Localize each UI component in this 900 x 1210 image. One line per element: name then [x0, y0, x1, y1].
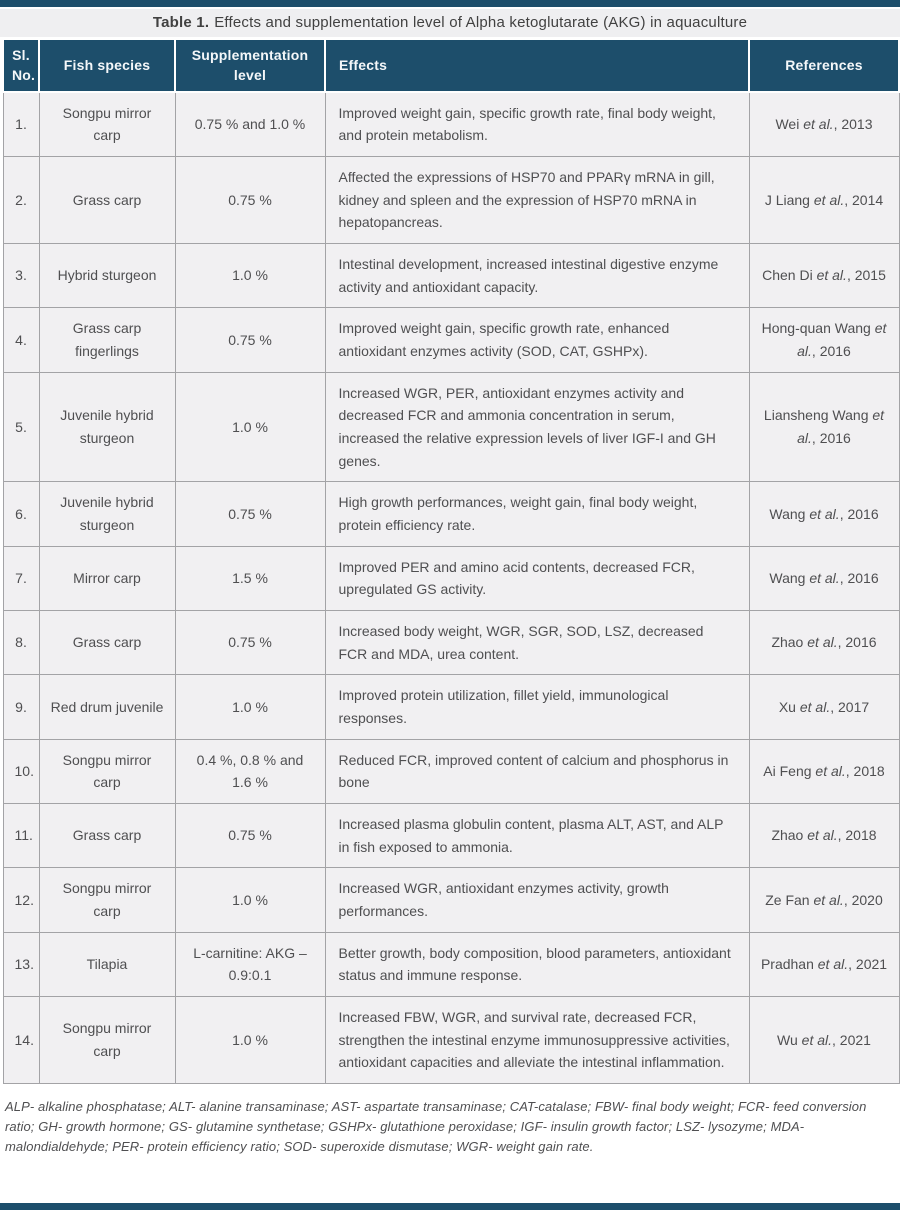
cell-level: 1.0 % [175, 372, 325, 482]
table-row [3, 739, 899, 803]
cell-reference [749, 546, 899, 610]
cell-level: 0.75 % [175, 482, 325, 546]
reference-et-al: et al. [807, 634, 838, 651]
reference-author: Zhao [771, 634, 808, 651]
reference-year: , 2016 [839, 570, 879, 586]
cell-sl-no: 4. [3, 308, 39, 372]
reference-author: Wu [777, 1031, 802, 1048]
table-row [3, 868, 899, 932]
cell-reference [749, 243, 899, 307]
reference-author: Ai Feng [763, 763, 816, 780]
cell-effects: Intestinal development, increased intestinal digestive enzyme activity and antioxidant capacity. [325, 243, 749, 307]
abbreviations-footnote: ALP- alkaline phosphatase; ALT- alanine transaminase; AST- aspartate transaminase; CAT-catalase; FBW- final body weight; FCR- feed conversion ratio; GH- growth hormone; GS- glutamine synthetase; GSHPx- glutathione peroxidase; IGF- insulin growth factor; LSZ- lysozyme; MDA- malondialdehyde; PER- protein efficiency ratio; SOD- superoxide dismutase; WGR- weight gain rate. [5, 1099, 867, 1155]
cell-reference [749, 611, 899, 675]
reference-year: , 2016 [811, 342, 851, 359]
cell-effects: Better growth, body composition, blood parameters, antioxidant status and immune response. [325, 932, 749, 996]
cell-sl-no: 9. [3, 675, 39, 739]
col-header-effects: Effects [325, 39, 749, 92]
cell-level: L-carnitine: AKG – 0.9:0.1 [175, 932, 325, 996]
cell-sl-no: 5. [3, 372, 39, 482]
cell-species: Songpu mirror carp [39, 92, 175, 157]
cell-effects: Improved weight gain, specific growth rate, enhanced antioxidant enzymes activity (SOD, CAT, GSHPx). [325, 308, 749, 372]
top-accent-bar [0, 0, 900, 9]
cell-level: 1.0 % [175, 868, 325, 932]
cell-level: 0.75 % [175, 308, 325, 372]
cell-reference [749, 308, 899, 372]
reference-author: Hong-quan Wang [761, 320, 875, 337]
table-row [3, 372, 899, 482]
reference-author: Wang [769, 505, 810, 522]
cell-species: Songpu mirror carp [39, 739, 175, 803]
reference-et-al: et al. [813, 891, 844, 908]
table-row [3, 804, 899, 868]
cell-sl-no: 7. [3, 546, 39, 610]
cell-species: Juvenile hybrid sturgeon [39, 372, 175, 482]
cell-reference [749, 804, 899, 868]
reference-year: , 2018 [845, 763, 885, 780]
cell-effects: Improved protein utilization, fillet yield, immunological responses. [325, 675, 749, 739]
reference-et-al: et al. [807, 827, 838, 844]
cell-effects: Increased WGR, PER, antioxidant enzymes activity and decreased FCR and ammonia concentration in serum, increased the relative expression levels of liver IGF-I and GH genes. [325, 372, 749, 482]
cell-reference [749, 739, 899, 803]
reference-et-al: et al. [799, 698, 831, 715]
table-row [3, 611, 899, 675]
cell-effects: Improved PER and amino acid contents, decreased FCR, upregulated GS activity. [325, 546, 749, 610]
cell-effects: Increased WGR, antioxidant enzymes activity, growth performances. [325, 868, 749, 932]
reference-et-al: et al. [809, 505, 840, 522]
cell-species: Tilapia [39, 932, 175, 996]
cell-species: Songpu mirror carp [39, 997, 175, 1084]
reference-year: , 2021 [848, 956, 888, 973]
reference-author: Wei [775, 115, 804, 132]
col-header-references: References [749, 39, 899, 92]
reference-year: , 2015 [846, 267, 886, 284]
cell-sl-no: 13. [3, 932, 39, 996]
table-row [3, 92, 899, 157]
reference-year: , 2016 [811, 429, 851, 446]
cell-species: Mirror carp [39, 546, 175, 610]
akg-effects-table [2, 38, 900, 1084]
cell-effects: High growth performances, weight gain, final body weight, protein efficiency rate. [325, 482, 749, 546]
reference-year: , 2018 [837, 827, 877, 844]
bottom-accent-bar [0, 1203, 900, 1210]
cell-species: Juvenile hybrid sturgeon [39, 482, 175, 546]
table-caption [0, 9, 900, 37]
cell-sl-no: 6. [3, 482, 39, 546]
cell-level: 1.0 % [175, 675, 325, 739]
cell-reference [749, 868, 899, 932]
reference-et-al: et al. [817, 956, 849, 973]
cell-species: Grass carp [39, 611, 175, 675]
reference-year: , 2021 [832, 1031, 871, 1048]
table-row [3, 932, 899, 996]
reference-et-al: et al. [813, 191, 845, 208]
reference-author: Wang [769, 570, 810, 586]
cell-sl-no: 11. [3, 804, 39, 868]
table-caption-label: Table 1. [152, 14, 210, 31]
cell-reference [749, 482, 899, 546]
table-row [3, 308, 899, 372]
col-header-fish-species: Fish species [39, 39, 175, 92]
cell-species: Hybrid sturgeon [39, 243, 175, 307]
cell-reference [749, 675, 899, 739]
cell-effects: Increased body weight, WGR, SGR, SOD, LSZ, decreased FCR and MDA, urea content. [325, 611, 749, 675]
table-row [3, 997, 899, 1084]
cell-effects: Reduced FCR, improved content of calcium and phosphorus in bone [325, 739, 749, 803]
cell-effects: Improved weight gain, specific growth rate, final body weight, and protein metabolism. [325, 92, 749, 157]
cell-level: 0.4 %, 0.8 % and 1.6 % [175, 739, 325, 803]
cell-sl-no: 8. [3, 611, 39, 675]
col-header-supplementation-level: Supplementation level [175, 39, 325, 92]
cell-reference [749, 372, 899, 482]
reference-year: , 2014 [844, 191, 884, 208]
cell-species: Songpu mirror carp [39, 868, 175, 932]
cell-species: Red drum juvenile [39, 675, 175, 739]
cell-sl-no: 3. [3, 243, 39, 307]
cell-effects: Increased plasma globulin content, plasma ALT, AST, and ALP in fish exposed to ammonia. [325, 804, 749, 868]
cell-level: 1.0 % [175, 243, 325, 307]
reference-author: Liansheng Wang [763, 407, 873, 424]
reference-author: Pradhan [760, 956, 818, 973]
reference-et-al: et al. [803, 115, 834, 132]
cell-level: 0.75 % and 1.0 % [175, 92, 325, 157]
cell-sl-no: 2. [3, 156, 39, 243]
reference-year: , 2013 [833, 115, 873, 132]
table-row [3, 482, 899, 546]
reference-et-al: et al. [801, 1031, 833, 1048]
table-caption-text: Effects and supplementation level of Alpha ketoglutarate (AKG) in aquaculture [214, 14, 748, 31]
cell-level: 0.75 % [175, 611, 325, 675]
cell-sl-no: 10. [3, 739, 39, 803]
cell-reference [749, 932, 899, 996]
cell-sl-no: 14. [3, 997, 39, 1084]
reference-author: Chen Di [762, 267, 817, 284]
reference-year: , 2016 [837, 634, 877, 651]
table-row [3, 675, 899, 739]
reference-author: Zhao [771, 827, 808, 844]
reference-year: , 2017 [830, 698, 870, 715]
table-header-row [3, 39, 899, 92]
reference-author: J Liang [764, 191, 814, 208]
cell-reference [749, 156, 899, 243]
reference-et-al: et al. [797, 407, 885, 446]
table-row [3, 243, 899, 307]
table-row [3, 546, 899, 610]
table-row [3, 156, 899, 243]
reference-year: , 2020 [843, 891, 883, 908]
cell-level: 0.75 % [175, 156, 325, 243]
reference-author: Ze Fan [765, 891, 814, 908]
cell-reference [749, 92, 899, 157]
cell-sl-no: 12. [3, 868, 39, 932]
cell-level: 1.0 % [175, 997, 325, 1084]
cell-effects: Increased FBW, WGR, and survival rate, decreased FCR, strengthen the intestinal enzyme immunosuppressive activities, antioxidant capacities and alleviate the intestinal inflammation. [325, 997, 749, 1084]
cell-species: Grass carp [39, 804, 175, 868]
cell-sl-no: 1. [3, 92, 39, 157]
cell-species: Grass carp fingerlings [39, 308, 175, 372]
reference-author: Xu [778, 698, 800, 715]
cell-level: 0.75 % [175, 804, 325, 868]
col-header-sl-no: Sl. No. [3, 39, 39, 92]
reference-et-al: et al. [809, 570, 840, 586]
cell-reference [749, 997, 899, 1084]
cell-species: Grass carp [39, 156, 175, 243]
reference-et-al: et al. [797, 320, 887, 359]
cell-level: 1.5 % [175, 546, 325, 610]
reference-et-al: et al. [815, 763, 846, 780]
cell-effects: Affected the expressions of HSP70 and PPARγ mRNA in gill, kidney and spleen and the expression of HSP70 mRNA in hepatopancreas. [325, 156, 749, 243]
reference-year: , 2016 [839, 505, 879, 522]
reference-et-al: et al. [816, 267, 847, 284]
